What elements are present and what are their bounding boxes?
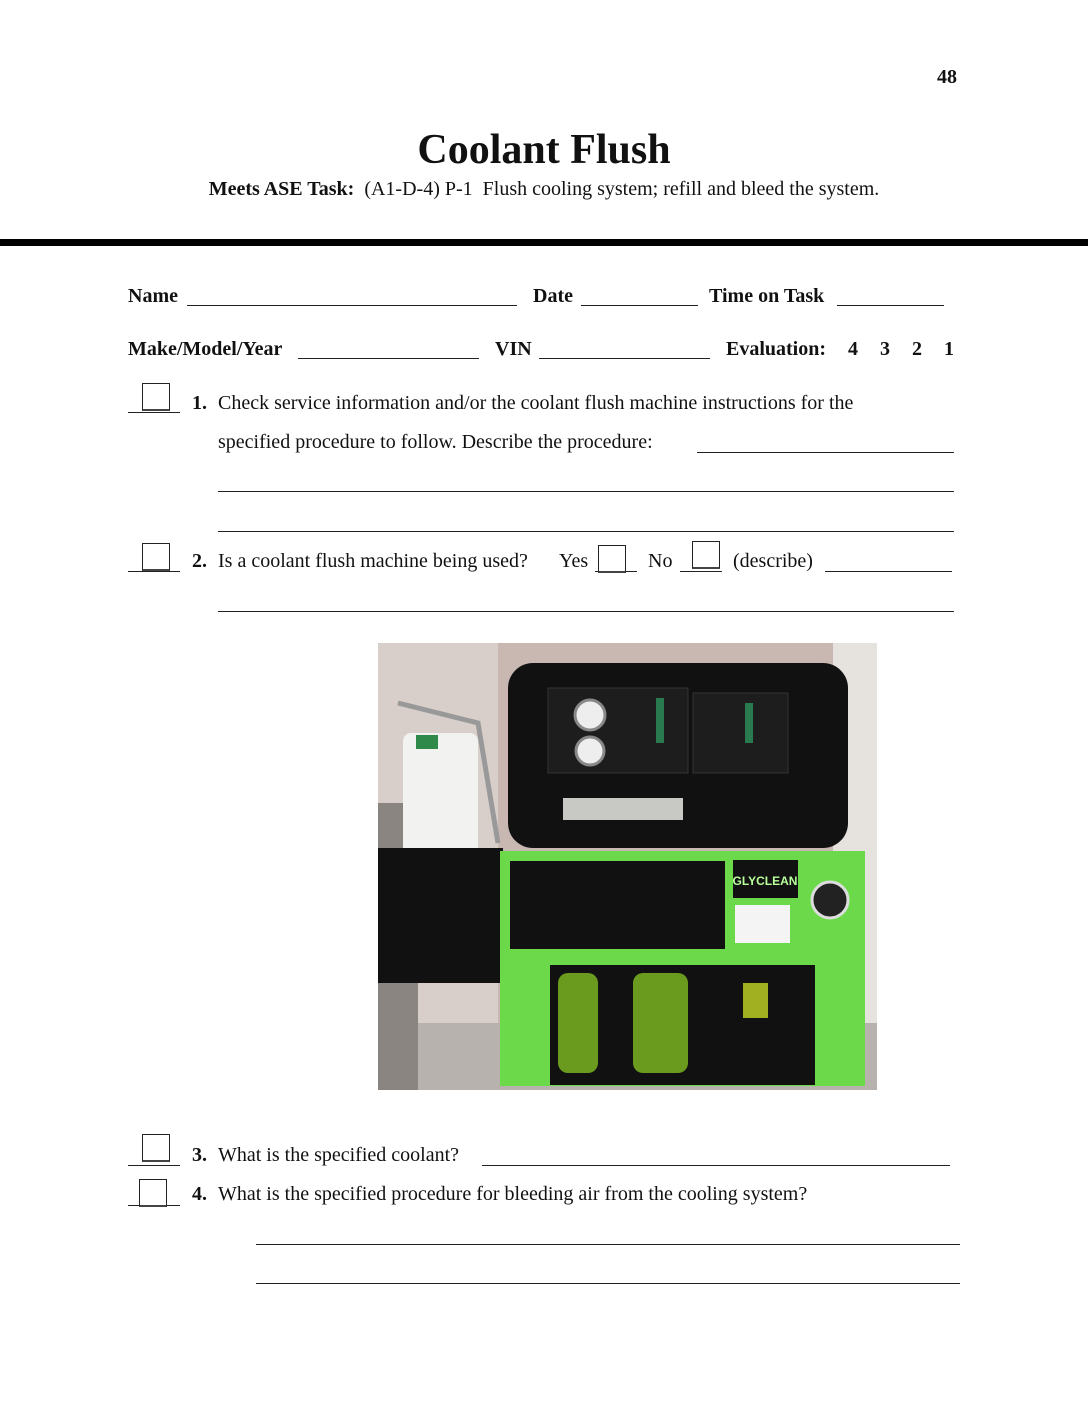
ase-task-label: Meets ASE Task: (208, 178, 355, 200)
vin-field[interactable] (539, 358, 710, 359)
item-1-text-line1: Check service information and/or the coolant flush machine instructions for the (218, 392, 854, 414)
item-2-text: Is a coolant flush machine being used? (218, 550, 528, 572)
item-4-answer-line[interactable] (256, 1283, 960, 1284)
ase-task-code: (A1-D-4) P-1 (364, 178, 473, 200)
item-3-number: 3. (192, 1144, 207, 1166)
no-checkbox[interactable] (692, 541, 720, 569)
make-model-year-field[interactable] (298, 358, 479, 359)
item-3-blank (128, 1165, 180, 1166)
item-1-checkbox[interactable] (142, 383, 170, 411)
name-field[interactable] (187, 305, 517, 306)
date-field[interactable] (581, 305, 698, 306)
coolant-flush-machine-photo (378, 643, 877, 1090)
evaluation-score-1[interactable]: 1 (944, 338, 954, 360)
ase-task-description: Flush cooling system; refill and bleed the system. (482, 178, 880, 200)
item-2-number: 2. (192, 550, 207, 572)
item-1-text-line2: specified procedure to follow. Describe the procedure: (218, 431, 653, 453)
item-4-answer-line[interactable] (256, 1244, 960, 1245)
ase-task (0, 178, 1088, 201)
describe-label: (describe) (733, 550, 813, 572)
item-1-answer-line[interactable] (218, 491, 954, 492)
no-label: No (648, 550, 673, 572)
item-2-answer-line[interactable] (825, 571, 952, 572)
time-on-task-label: Time on Task (709, 285, 825, 307)
vin-label: VIN (495, 338, 532, 360)
make-model-year-label: Make/Model/Year (128, 338, 283, 360)
item-2-blank (128, 571, 180, 572)
name-label: Name (128, 285, 178, 307)
evaluation-score-4[interactable]: 4 (848, 338, 858, 360)
item-2-answer-line[interactable] (218, 611, 954, 612)
item-3-checkbox[interactable] (142, 1134, 170, 1162)
yes-checkbox[interactable] (598, 545, 626, 573)
item-1-answer-line[interactable] (697, 452, 954, 453)
item-4-number: 4. (192, 1183, 207, 1205)
date-label: Date (533, 285, 573, 307)
evaluation-score-2[interactable]: 2 (912, 338, 922, 360)
evaluation-label: Evaluation: (726, 338, 827, 360)
time-on-task-field[interactable] (837, 305, 944, 306)
item-1-answer-line[interactable] (218, 531, 954, 532)
glyclean-logo: GLYCLEAN (732, 874, 798, 888)
item-3-answer-line[interactable] (482, 1165, 950, 1166)
page-number: 48 (937, 66, 957, 88)
item-2-checkbox[interactable] (142, 543, 170, 571)
item-1-number: 1. (192, 392, 207, 414)
item-3-text: What is the specified coolant? (218, 1144, 460, 1166)
page-title: Coolant Flush (417, 127, 671, 173)
item-4-text: What is the specified procedure for bleeding air from the cooling system? (218, 1183, 808, 1205)
item-4-checkbox[interactable] (139, 1179, 167, 1207)
item-1-blank (128, 412, 180, 413)
evaluation-score-3[interactable]: 3 (880, 338, 890, 360)
no-blank (680, 571, 722, 572)
yes-label: Yes (559, 550, 589, 572)
header-rule (0, 239, 1088, 246)
